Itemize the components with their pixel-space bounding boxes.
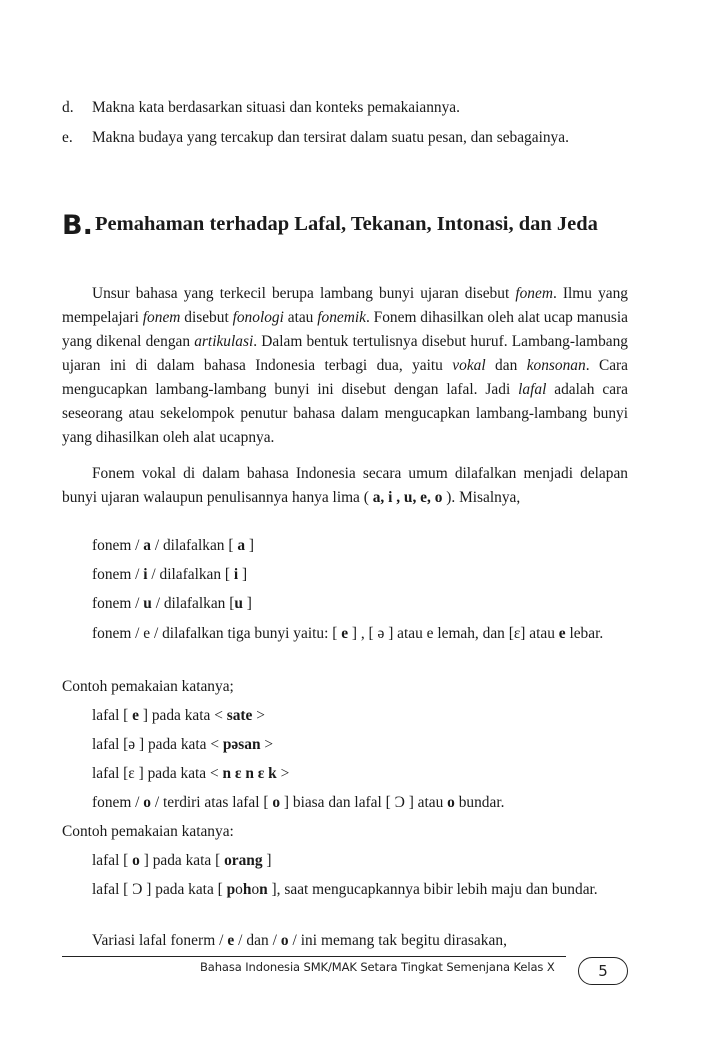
example-lafal-schwa: lafal [ə ] pada kata < pəsan > xyxy=(92,736,274,753)
fonem-i-line: fonem / i / dilafalkan [ i ] xyxy=(92,566,248,583)
list-item-e xyxy=(62,126,628,149)
section-letter: B. xyxy=(62,210,93,241)
section-heading xyxy=(62,210,628,239)
footer-rule xyxy=(62,956,566,957)
fonem-a-line: fonem / a / dilafalkan [ a ] xyxy=(92,537,255,554)
list-marker: d. xyxy=(62,99,74,116)
example-lafal-open-o: lafal [ Ɔ ] pada kata [ pohon ], saat mengucapkannya bibir lebih maju dan bundar. xyxy=(92,881,598,898)
page-number: 5 xyxy=(578,957,628,985)
fonem-u-line: fonem / u / dilafalkan [u ] xyxy=(92,595,252,612)
variasi-line: Variasi lafal fonerm / e / dan / o / ini memang tak begitu dirasakan, xyxy=(92,932,508,949)
list-item-d xyxy=(62,96,628,119)
list-text: Makna budaya yang tercakup dan tersirat dalam suatu pesan, dan sebagainya. xyxy=(92,129,569,146)
example-lafal-e: lafal [ e ] pada kata < sate > xyxy=(92,707,265,724)
list-text: Makna kata berdasarkan situasi dan konteks pemakaiannya. xyxy=(92,99,460,116)
paragraph-lafal: Unsur bahasa yang terkecil berupa lambang bunyi ujaran disebut fonem. Ilmu yang mempelajari fonem disebut fonologi atau fonemik. Fonem dihasilkan oleh alat ucap manusia yang dikenal dengan artikulasi. Dalam bentuk tertulisnya disebut huruf. Lambang-lambang ujaran ini di dalam bahasa Indonesia terbagi dua, yaitu vokal dan konsonan. Cara mengucapkan lambang-lambang bunyi ini disebut dengan lafal. Jadi lafal adalah cara seseorang atau sekelompok penutur bahasa dalam mengucapkan lambang-lambang bunyi yang dihasilkan oleh alat ucapnya. xyxy=(62,285,629,446)
fonem-e-line: fonem / e / dilafalkan tiga bunyi yaitu: [ e ] , [ ə ] atau e lemah, dan [ɛ] atau e lebar. xyxy=(92,625,604,642)
contoh-label-2: Contoh pemakaian katanya: xyxy=(62,823,234,840)
example-lafal-o: lafal [ o ] pada kata [ orang ] xyxy=(92,852,272,869)
list-marker: e. xyxy=(62,129,73,146)
section-title: Pemahaman terhadap Lafal, Tekanan, Intonasi, dan Jeda xyxy=(95,213,598,235)
fonem-o-line: fonem / o / terdiri atas lafal [ o ] biasa dan lafal [ Ɔ ] atau o bundar. xyxy=(92,794,505,811)
example-lafal-open-e: lafal [ɛ ] pada kata < n ɛ n ɛ k > xyxy=(92,765,290,782)
footer-book-title: Bahasa Indonesia SMK/MAK Setara Tingkat Semenjana Kelas X xyxy=(200,960,555,974)
contoh-label-1: Contoh pemakaian katanya; xyxy=(62,678,234,695)
paragraph-fonem-vokal: Fonem vokal di dalam bahasa Indonesia secara umum dilafalkan menjadi delapan bunyi ujaran walaupun penulisannya hanya lima ( a, i , u, e, o ). Misalnya, xyxy=(62,465,628,506)
